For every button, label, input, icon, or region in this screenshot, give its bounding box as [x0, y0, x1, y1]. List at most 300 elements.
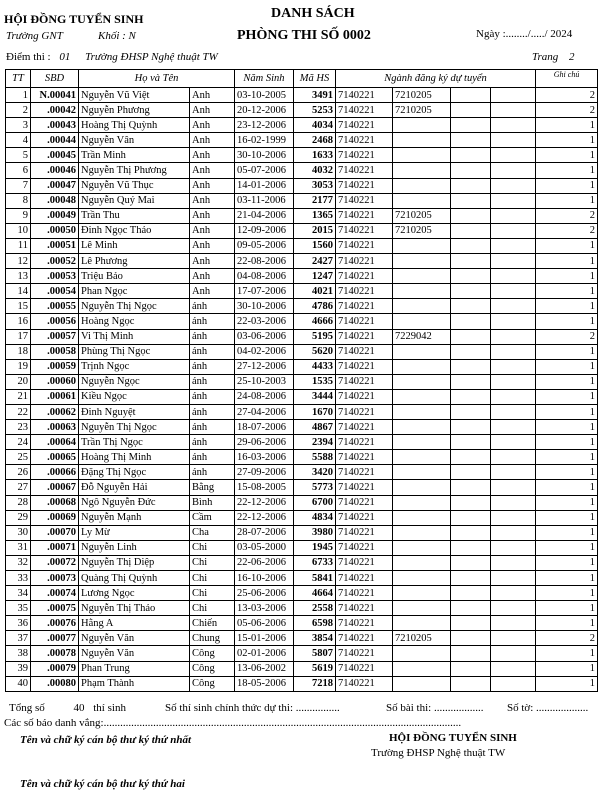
birth-date: 03-11-2006: [235, 193, 294, 208]
major-4: [491, 435, 536, 450]
birth-date: 05-06-2006: [235, 616, 294, 631]
candidate-number: .00062: [31, 404, 79, 419]
major-3: [451, 238, 491, 253]
candidate-number: .00075: [31, 601, 79, 616]
candidate-surname: Nguyễn Thị Thảo: [79, 601, 190, 616]
major-1: 7140221: [336, 601, 393, 616]
table-row: [6, 269, 598, 284]
file-code: 2177: [294, 193, 336, 208]
major-1: 7140221: [336, 495, 393, 510]
major-2: [393, 495, 451, 510]
birth-date: 03-05-2000: [235, 540, 294, 555]
note-count: 1: [536, 238, 598, 253]
major-2: [393, 420, 451, 435]
candidate-surname: Phan Trung: [79, 661, 190, 676]
birth-date: 29-06-2006: [235, 435, 294, 450]
note-count: 1: [536, 495, 598, 510]
table-row: [6, 450, 598, 465]
page-indicator: [532, 51, 575, 63]
birth-date: 15-08-2005: [235, 480, 294, 495]
candidate-surname: Nguyễn Vũ Việt: [79, 88, 190, 103]
candidate-given-name: Anh: [190, 88, 235, 103]
major-4: [491, 284, 536, 299]
major-1: 7140221: [336, 465, 393, 480]
candidate-surname: Nguyễn Thị Ngọc: [79, 299, 190, 314]
major-2: [393, 359, 451, 374]
candidate-number: .00053: [31, 269, 79, 284]
table-row: [6, 631, 598, 646]
candidate-number: .00069: [31, 510, 79, 525]
major-1: 7140221: [336, 435, 393, 450]
note-count: 1: [536, 555, 598, 570]
birth-date: 13-06-2002: [235, 661, 294, 676]
candidate-given-name: Anh: [190, 284, 235, 299]
file-code: 4034: [294, 118, 336, 133]
major-1: 7140221: [336, 193, 393, 208]
candidate-given-name: ánh: [190, 299, 235, 314]
major-4: [491, 480, 536, 495]
candidate-surname: Nguyễn Thị Phương: [79, 163, 190, 178]
major-1: 7140221: [336, 329, 393, 344]
file-code: 4834: [294, 510, 336, 525]
candidate-given-name: Bình: [190, 495, 235, 510]
candidate-given-name: Anh: [190, 223, 235, 238]
major-3: [451, 299, 491, 314]
candidate-surname: Nguyễn Ngọc: [79, 374, 190, 389]
birth-date: 21-04-2006: [235, 208, 294, 223]
note-count: 1: [536, 601, 598, 616]
major-4: [491, 616, 536, 631]
note-count: 2: [536, 208, 598, 223]
table-row: [6, 329, 598, 344]
secretary-1-label: Tên và chữ ký cán bộ thư ký thứ nhất: [20, 734, 192, 746]
file-code: 2015: [294, 223, 336, 238]
major-1: 7140221: [336, 344, 393, 359]
major-2: [393, 450, 451, 465]
candidate-given-name: ánh: [190, 314, 235, 329]
major-1: 7140221: [336, 314, 393, 329]
major-3: [451, 555, 491, 570]
candidate-surname: Nguyễn Văn: [79, 646, 190, 661]
file-code: 3980: [294, 525, 336, 540]
candidate-given-name: Chi: [190, 586, 235, 601]
candidate-given-name: Anh: [190, 163, 235, 178]
council-name: HỘI ĐỒNG TUYỂN SINH: [4, 12, 144, 26]
candidate-number: .00080: [31, 676, 79, 691]
major-4: [491, 555, 536, 570]
row-number: 15: [6, 299, 31, 314]
table-row: [6, 616, 598, 631]
birth-date: 20-12-2006: [235, 103, 294, 118]
school-label: Trường GNT: [6, 30, 63, 42]
file-code: 3854: [294, 631, 336, 646]
major-1: 7140221: [336, 540, 393, 555]
row-number: 6: [6, 163, 31, 178]
note-count: 1: [536, 510, 598, 525]
row-number: 3: [6, 118, 31, 133]
birth-date: 18-05-2006: [235, 676, 294, 691]
major-1: 7140221: [336, 133, 393, 148]
candidate-number: .00054: [31, 284, 79, 299]
row-number: 33: [6, 571, 31, 586]
note-count: 1: [536, 284, 598, 299]
candidate-number: .00058: [31, 344, 79, 359]
candidate-given-name: Công: [190, 661, 235, 676]
candidate-given-name: Chung: [190, 631, 235, 646]
note-count: 1: [536, 435, 598, 450]
total-value: 40: [73, 702, 85, 714]
file-code: 4664: [294, 586, 336, 601]
note-count: 1: [536, 118, 598, 133]
birth-date: 05-07-2006: [235, 163, 294, 178]
birth-date: 27-04-2006: [235, 404, 294, 419]
note-count: 2: [536, 631, 598, 646]
candidate-surname: Trần Thị Ngọc: [79, 435, 190, 450]
candidate-number: .00071: [31, 540, 79, 555]
major-1: 7140221: [336, 118, 393, 133]
major-3: [451, 420, 491, 435]
major-3: [451, 540, 491, 555]
candidate-given-name: ánh: [190, 389, 235, 404]
secretary-2-label: Tên và chữ ký cán bộ thư ký thứ hai: [20, 778, 185, 790]
note-count: 1: [536, 269, 598, 284]
page-number: 2: [569, 51, 575, 63]
major-1: 7140221: [336, 374, 393, 389]
major-2: [393, 555, 451, 570]
major-2: [393, 586, 451, 601]
major-1: 7140221: [336, 208, 393, 223]
note-count: 1: [536, 133, 598, 148]
total-unit: thí sinh: [93, 702, 126, 714]
major-1: 7140221: [336, 163, 393, 178]
major-4: [491, 389, 536, 404]
row-number: 36: [6, 616, 31, 631]
major-4: [491, 208, 536, 223]
note-count: 2: [536, 103, 598, 118]
major-3: [451, 661, 491, 676]
major-2: [393, 178, 451, 193]
major-3: [451, 435, 491, 450]
candidate-number: .00074: [31, 586, 79, 601]
candidate-number: .00063: [31, 420, 79, 435]
file-code: 6598: [294, 616, 336, 631]
major-2: [393, 299, 451, 314]
major-1: 7140221: [336, 299, 393, 314]
note-count: 1: [536, 254, 598, 269]
candidate-given-name: ánh: [190, 420, 235, 435]
row-number: 22: [6, 404, 31, 419]
candidate-given-name: ánh: [190, 404, 235, 419]
major-1: 7140221: [336, 223, 393, 238]
file-code: 2394: [294, 435, 336, 450]
major-2: [393, 374, 451, 389]
file-code: 2558: [294, 601, 336, 616]
row-number: 10: [6, 223, 31, 238]
row-number: 5: [6, 148, 31, 163]
note-count: 1: [536, 661, 598, 676]
col-majors: Ngành đăng ký dự tuyển: [336, 70, 536, 88]
file-code: 3053: [294, 178, 336, 193]
exam-roster-table: [5, 69, 598, 692]
major-4: [491, 631, 536, 646]
file-code: 2468: [294, 133, 336, 148]
candidate-surname: Trần Minh: [79, 148, 190, 163]
exam-point-label: Điểm thi :: [6, 51, 51, 63]
candidate-given-name: Bằng: [190, 480, 235, 495]
major-4: [491, 586, 536, 601]
row-number: 28: [6, 495, 31, 510]
major-1: 7140221: [336, 284, 393, 299]
exam-point-name: Trường ĐHSP Nghệ thuật TW: [85, 51, 218, 63]
candidate-given-name: ánh: [190, 359, 235, 374]
col-sbd: SBD: [31, 70, 79, 88]
birth-date: 30-10-2006: [235, 148, 294, 163]
col-birth: Năm Sinh: [235, 70, 294, 88]
col-name: Họ và Tên: [79, 70, 235, 88]
major-3: [451, 404, 491, 419]
major-2: [393, 163, 451, 178]
major-2: [393, 510, 451, 525]
birth-date: 24-08-2006: [235, 389, 294, 404]
note-count: 1: [536, 646, 598, 661]
sign-council: HỘI ĐỒNG TUYỂN SINH: [389, 732, 517, 744]
file-code: 6700: [294, 495, 336, 510]
candidate-number: .00050: [31, 223, 79, 238]
note-count: 1: [536, 359, 598, 374]
major-2: [393, 284, 451, 299]
papers-count: Số bài thi: ..................: [386, 702, 484, 714]
candidate-number: .00064: [31, 435, 79, 450]
major-2: 7210205: [393, 223, 451, 238]
candidate-number: .00077: [31, 631, 79, 646]
file-code: 4021: [294, 284, 336, 299]
birth-date: 17-07-2006: [235, 284, 294, 299]
row-number: 21: [6, 389, 31, 404]
file-code: 5841: [294, 571, 336, 586]
table-row: [6, 480, 598, 495]
file-code: 6733: [294, 555, 336, 570]
major-3: [451, 646, 491, 661]
table-row: [6, 676, 598, 691]
file-code: 5588: [294, 450, 336, 465]
candidate-given-name: ánh: [190, 435, 235, 450]
major-2: 7210205: [393, 103, 451, 118]
row-number: 26: [6, 465, 31, 480]
major-3: [451, 103, 491, 118]
sheets-count: Số tờ: ...................: [507, 702, 589, 714]
document-title: DANH SÁCH: [271, 6, 355, 21]
candidate-surname: Lương Ngọc: [79, 586, 190, 601]
row-number: 40: [6, 676, 31, 691]
table-row: [6, 148, 598, 163]
birth-date: 04-08-2006: [235, 269, 294, 284]
major-1: 7140221: [336, 254, 393, 269]
table-row: [6, 178, 598, 193]
col-file-code: Mã HS: [294, 70, 336, 88]
major-3: [451, 450, 491, 465]
candidate-given-name: Anh: [190, 238, 235, 253]
file-code: 3420: [294, 465, 336, 480]
major-3: [451, 344, 491, 359]
row-number: 35: [6, 601, 31, 616]
table-row: [6, 223, 598, 238]
row-number: 38: [6, 646, 31, 661]
table-row: [6, 193, 598, 208]
table-row: [6, 586, 598, 601]
major-4: [491, 344, 536, 359]
candidate-surname: Kiều Ngọc: [79, 389, 190, 404]
birth-date: 04-02-2006: [235, 344, 294, 359]
major-3: [451, 88, 491, 103]
file-code: 1535: [294, 374, 336, 389]
row-number: 7: [6, 178, 31, 193]
major-3: [451, 571, 491, 586]
candidate-surname: Hoàng Thị Minh: [79, 450, 190, 465]
file-code: 1670: [294, 404, 336, 419]
note-count: 2: [536, 88, 598, 103]
major-4: [491, 193, 536, 208]
date-line: Ngày :......../...../ 2024: [476, 28, 573, 40]
major-3: [451, 314, 491, 329]
row-number: 23: [6, 420, 31, 435]
major-4: [491, 359, 536, 374]
table-header-row: [6, 70, 598, 88]
major-2: [393, 480, 451, 495]
table-row: [6, 299, 598, 314]
row-number: 24: [6, 435, 31, 450]
birth-date: 27-09-2006: [235, 465, 294, 480]
candidate-number: .00059: [31, 359, 79, 374]
major-4: [491, 450, 536, 465]
major-2: [393, 676, 451, 691]
candidate-given-name: Chi: [190, 571, 235, 586]
candidate-given-name: Anh: [190, 254, 235, 269]
row-number: 12: [6, 254, 31, 269]
major-2: [393, 646, 451, 661]
major-4: [491, 525, 536, 540]
candidate-surname: Nguyễn Vũ Thục: [79, 178, 190, 193]
candidate-given-name: Chi: [190, 601, 235, 616]
candidate-surname: Nguyễn Văn: [79, 631, 190, 646]
candidate-given-name: Anh: [190, 178, 235, 193]
candidate-surname: Phạm Thành: [79, 676, 190, 691]
table-row: [6, 389, 598, 404]
col-note: Ghi chú: [536, 70, 598, 88]
birth-date: 12-09-2006: [235, 223, 294, 238]
major-3: [451, 133, 491, 148]
major-1: 7140221: [336, 238, 393, 253]
file-code: 5619: [294, 661, 336, 676]
exam-point-line: [6, 51, 218, 63]
file-code: 5253: [294, 103, 336, 118]
major-1: 7140221: [336, 450, 393, 465]
table-row: [6, 359, 598, 374]
birth-date: 22-08-2006: [235, 254, 294, 269]
major-3: [451, 374, 491, 389]
birth-date: 22-12-2006: [235, 510, 294, 525]
candidate-given-name: ánh: [190, 374, 235, 389]
khoi-label: Khối : N: [98, 30, 136, 42]
candidate-surname: Đặng Thị Ngọc: [79, 465, 190, 480]
candidate-given-name: Chi: [190, 555, 235, 570]
candidate-number: .00068: [31, 495, 79, 510]
candidate-given-name: Anh: [190, 193, 235, 208]
candidate-number: .00079: [31, 661, 79, 676]
major-1: 7140221: [336, 510, 393, 525]
major-4: [491, 646, 536, 661]
file-code: 4867: [294, 420, 336, 435]
birth-date: 25-06-2006: [235, 586, 294, 601]
major-2: 7210205: [393, 88, 451, 103]
candidate-number: .00044: [31, 133, 79, 148]
file-code: 1945: [294, 540, 336, 555]
file-code: 5620: [294, 344, 336, 359]
note-count: 1: [536, 344, 598, 359]
major-1: 7140221: [336, 676, 393, 691]
table-row: [6, 571, 598, 586]
candidate-surname: Vi Thị Minh: [79, 329, 190, 344]
candidate-given-name: Công: [190, 646, 235, 661]
birth-date: 16-03-2006: [235, 450, 294, 465]
candidate-surname: Nguyễn Vân: [79, 133, 190, 148]
row-number: 25: [6, 450, 31, 465]
major-1: 7140221: [336, 525, 393, 540]
birth-date: 03-10-2005: [235, 88, 294, 103]
row-number: 30: [6, 525, 31, 540]
note-count: 1: [536, 525, 598, 540]
birth-date: 14-01-2006: [235, 178, 294, 193]
table-row: [6, 435, 598, 450]
major-2: [393, 389, 451, 404]
table-row: [6, 601, 598, 616]
candidate-surname: Quàng Thị Quỳnh: [79, 571, 190, 586]
file-code: 7218: [294, 676, 336, 691]
major-4: [491, 238, 536, 253]
row-number: 39: [6, 661, 31, 676]
row-number: 31: [6, 540, 31, 555]
major-3: [451, 148, 491, 163]
major-3: [451, 631, 491, 646]
major-3: [451, 510, 491, 525]
candidate-number: .00052: [31, 254, 79, 269]
major-3: [451, 118, 491, 133]
note-count: 1: [536, 314, 598, 329]
file-code: 4032: [294, 163, 336, 178]
candidate-surname: Trần Thu: [79, 208, 190, 223]
candidate-given-name: Chi: [190, 540, 235, 555]
major-4: [491, 103, 536, 118]
candidate-surname: Hoàng Ngọc: [79, 314, 190, 329]
major-3: [451, 616, 491, 631]
candidate-number: .00048: [31, 193, 79, 208]
candidate-given-name: Cầm: [190, 510, 235, 525]
major-4: [491, 676, 536, 691]
major-3: [451, 359, 491, 374]
major-4: [491, 601, 536, 616]
table-row: [6, 344, 598, 359]
major-3: [451, 601, 491, 616]
candidate-number: .00060: [31, 374, 79, 389]
major-4: [491, 133, 536, 148]
major-4: [491, 269, 536, 284]
note-count: 1: [536, 163, 598, 178]
row-number: 34: [6, 586, 31, 601]
table-row: [6, 238, 598, 253]
file-code: 5195: [294, 329, 336, 344]
birth-date: 22-06-2006: [235, 555, 294, 570]
major-3: [451, 480, 491, 495]
major-3: [451, 495, 491, 510]
